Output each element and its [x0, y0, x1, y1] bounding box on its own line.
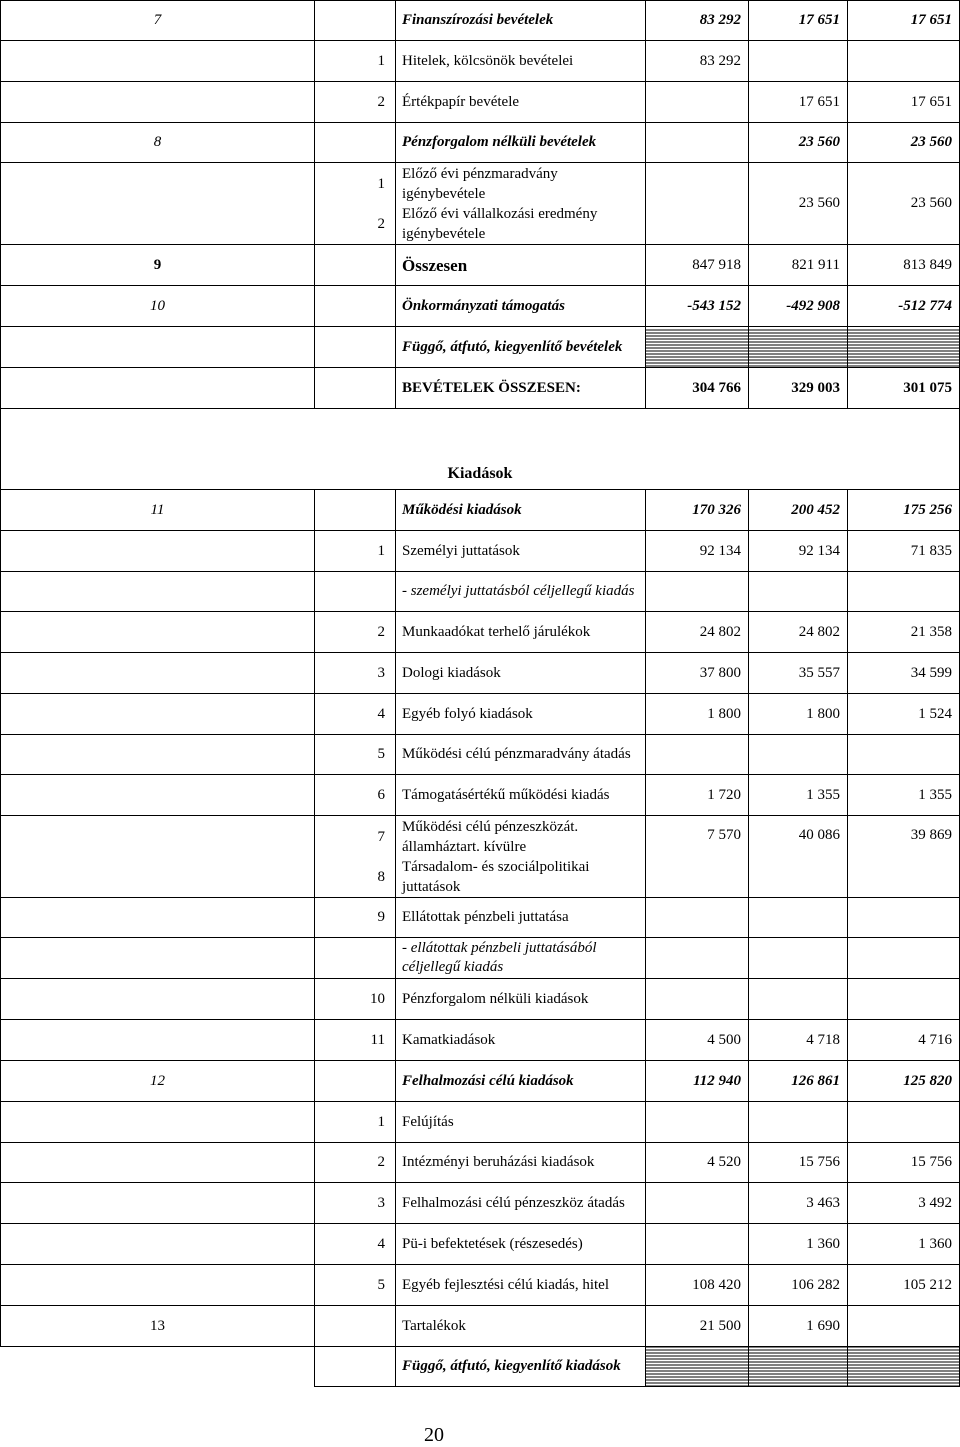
value-col-3: [848, 938, 960, 979]
row-sub-number: 4: [315, 1224, 396, 1265]
table-row: [1, 41, 960, 82]
value-col-1: 83 292: [646, 41, 749, 82]
table-row: [1, 1183, 960, 1224]
row-sub-number: 11: [315, 1020, 396, 1061]
value-col-3: 3 492: [848, 1183, 960, 1224]
value-col-2: 1 360: [749, 1224, 848, 1265]
value-col-3: 23 560: [848, 163, 960, 245]
value-col-2: 23 560: [749, 163, 848, 245]
row-main-number: 9: [1, 245, 315, 286]
row-label: Előző évi pénzmaradvány igénybevétele Előző évi vállalkozási eredmény igénybevétele: [396, 163, 646, 245]
row-sub-number: [315, 245, 396, 286]
table-row: [1, 490, 960, 531]
row-label: Működési célú pénzmaradvány átadás: [396, 735, 646, 775]
row-label: Hitelek, kölcsönök bevételei: [396, 41, 646, 82]
table-row: [1, 450, 960, 490]
value-col-2: [749, 572, 848, 612]
row-sub-number: [315, 1, 396, 41]
value-col-2: 17 651: [749, 1, 848, 41]
row-main-number: [1, 368, 315, 409]
row-sub-number: 9: [315, 898, 396, 938]
value-col-2: 17 651: [749, 82, 848, 123]
table-row: [1, 409, 960, 450]
row-main-number: [1, 1020, 315, 1061]
row-sub-number: 4: [315, 694, 396, 735]
row-label: Kamatkiadások: [396, 1020, 646, 1061]
value-col-1: [646, 123, 749, 163]
row-main-number: [1, 531, 315, 572]
value-col-2: 106 282: [749, 1265, 848, 1306]
value-col-3: 1 360: [848, 1224, 960, 1265]
row-sub-number: 7 8: [315, 816, 396, 898]
row-label: - személyi juttatásból céljellegű kiadás: [396, 572, 646, 612]
row-main-number: [1, 775, 315, 816]
row-sub-number: 3: [315, 653, 396, 694]
row-sub-number: 1 2: [315, 163, 396, 245]
value-col-2: [749, 898, 848, 938]
row-main-number: [1, 898, 315, 938]
table-row: [1, 1020, 960, 1061]
row-label: Pénzforgalom nélküli kiadások: [396, 979, 646, 1020]
value-col-2: [749, 1347, 848, 1387]
value-col-2: 35 557: [749, 653, 848, 694]
row-sub-number: [315, 327, 396, 368]
value-col-3: 17 651: [848, 82, 960, 123]
blank-row-cell: [1, 409, 960, 450]
value-col-2: 23 560: [749, 123, 848, 163]
row-label: Összesen: [396, 245, 646, 286]
value-col-3: 71 835: [848, 531, 960, 572]
row-sub-number: [315, 123, 396, 163]
row-main-number: 12: [1, 1061, 315, 1102]
value-col-2: 329 003: [749, 368, 848, 409]
table-row: [1, 1143, 960, 1183]
value-col-1: 1 800: [646, 694, 749, 735]
row-label: Pénzforgalom nélküli bevételek: [396, 123, 646, 163]
value-col-1: 24 802: [646, 612, 749, 653]
row-main-number: [1, 1347, 315, 1387]
value-col-1: [646, 82, 749, 123]
value-col-2: 24 802: [749, 612, 848, 653]
table-row: [1, 245, 960, 286]
table-row: [1, 938, 960, 979]
row-sub-number: 1: [315, 41, 396, 82]
row-sub-number: 2: [315, 612, 396, 653]
row-label: Működési célú pénzeszközát. államháztart. kívülre Társadalom- és szociálpolitikai juttatások: [396, 816, 646, 898]
table-row: [1, 653, 960, 694]
table-row: [1, 327, 960, 368]
table-row: [1, 735, 960, 775]
value-col-2: 92 134: [749, 531, 848, 572]
value-col-2: 40 086: [749, 816, 848, 898]
table-row: [1, 775, 960, 816]
row-sub-number: [315, 490, 396, 531]
value-col-1: [646, 938, 749, 979]
value-col-1: 108 420: [646, 1265, 749, 1306]
table-row: [1, 82, 960, 123]
value-col-2: 4 718: [749, 1020, 848, 1061]
value-col-3: [848, 572, 960, 612]
row-sub-number: [315, 368, 396, 409]
row-main-number: [1, 735, 315, 775]
row-label: Értékpapír bevétele: [396, 82, 646, 123]
value-col-3: 4 716: [848, 1020, 960, 1061]
row-sub-number: 2: [315, 82, 396, 123]
value-col-2: [749, 1102, 848, 1143]
value-col-1: 7 570: [646, 816, 749, 898]
page-number: 20: [424, 1424, 444, 1446]
row-main-number: [1, 1143, 315, 1183]
row-main-number: [1, 1265, 315, 1306]
table-row: [1, 694, 960, 735]
value-col-1: 112 940: [646, 1061, 749, 1102]
row-sub-number: [315, 572, 396, 612]
row-main-number: [1, 1183, 315, 1224]
value-col-1: 83 292: [646, 1, 749, 41]
value-col-3: 813 849: [848, 245, 960, 286]
row-label: Függő, átfutó, kiegyenlítő bevételek: [396, 327, 646, 368]
value-col-2: [749, 327, 848, 368]
value-col-2: [749, 979, 848, 1020]
value-col-3: 21 358: [848, 612, 960, 653]
row-main-number: [1, 816, 315, 898]
value-col-3: 1 524: [848, 694, 960, 735]
table-row: [1, 1, 960, 41]
value-col-1: [646, 572, 749, 612]
value-col-3: [848, 1347, 960, 1387]
budget-table-body: [1, 1, 960, 1387]
row-sub-number: [315, 286, 396, 327]
row-label: Felújítás: [396, 1102, 646, 1143]
row-sub-number: 5: [315, 735, 396, 775]
table-row: [1, 1061, 960, 1102]
row-label: Egyéb folyó kiadások: [396, 694, 646, 735]
value-col-1: -543 152: [646, 286, 749, 327]
value-col-3: [848, 41, 960, 82]
value-col-1: [646, 979, 749, 1020]
value-col-2: 15 756: [749, 1143, 848, 1183]
value-col-3: 17 651: [848, 1, 960, 41]
value-col-1: 21 500: [646, 1306, 749, 1347]
row-main-number: [1, 653, 315, 694]
row-main-number: [1, 1102, 315, 1143]
row-label: Dologi kiadások: [396, 653, 646, 694]
table-row: [1, 816, 960, 898]
row-label: Működési kiadások: [396, 490, 646, 531]
value-col-3: 1 355: [848, 775, 960, 816]
row-sub-number: 5: [315, 1265, 396, 1306]
value-col-3: [848, 1102, 960, 1143]
row-main-number: [1, 1224, 315, 1265]
value-col-1: 170 326: [646, 490, 749, 531]
table-row: [1, 531, 960, 572]
row-label: Felhalmozási célú pénzeszköz átadás: [396, 1183, 646, 1224]
value-col-1: 304 766: [646, 368, 749, 409]
row-main-number: [1, 694, 315, 735]
value-col-1: [646, 1183, 749, 1224]
value-col-3: 105 212: [848, 1265, 960, 1306]
table-row: [1, 163, 960, 245]
row-main-number: [1, 82, 315, 123]
value-col-1: [646, 1102, 749, 1143]
table-row: [1, 1347, 960, 1387]
table-row: [1, 1224, 960, 1265]
value-col-1: 1 720: [646, 775, 749, 816]
row-label: Felhalmozási célú kiadások: [396, 1061, 646, 1102]
row-label: Függő, átfutó, kiegyenlítő kiadások: [396, 1347, 646, 1387]
value-col-1: [646, 163, 749, 245]
value-col-3: [848, 979, 960, 1020]
table-row: [1, 1306, 960, 1347]
table-row: [1, 1102, 960, 1143]
value-col-1: 847 918: [646, 245, 749, 286]
row-label: BEVÉTELEK ÖSSZESEN:: [396, 368, 646, 409]
row-label: Pü-i befektetések (részesedés): [396, 1224, 646, 1265]
value-col-1: [646, 1347, 749, 1387]
row-main-number: [1, 979, 315, 1020]
value-col-2: 1 355: [749, 775, 848, 816]
value-col-1: [646, 735, 749, 775]
row-label: Egyéb fejlesztési célú kiadás, hitel: [396, 1265, 646, 1306]
table-row: [1, 979, 960, 1020]
value-col-2: 1 690: [749, 1306, 848, 1347]
row-sub-number: 10: [315, 979, 396, 1020]
table-row: [1, 368, 960, 409]
value-col-1: [646, 327, 749, 368]
value-col-1: [646, 1224, 749, 1265]
table-row: [1, 572, 960, 612]
row-sub-number: 6: [315, 775, 396, 816]
row-label: Önkormányzati támogatás: [396, 286, 646, 327]
row-main-number: 10: [1, 286, 315, 327]
row-label: Személyi juttatások: [396, 531, 646, 572]
value-col-3: 39 869: [848, 816, 960, 898]
value-col-1: [646, 898, 749, 938]
table-row: [1, 612, 960, 653]
row-main-number: 8: [1, 123, 315, 163]
value-col-2: 821 911: [749, 245, 848, 286]
row-label: - ellátottak pénzbeli juttatásából céljellegű kiadás: [396, 938, 646, 979]
row-main-number: [1, 327, 315, 368]
value-col-1: 37 800: [646, 653, 749, 694]
value-col-3: [848, 1306, 960, 1347]
row-sub-number: [315, 1306, 396, 1347]
row-label: Ellátottak pénzbeli juttatása: [396, 898, 646, 938]
value-col-2: [749, 735, 848, 775]
value-col-2: 3 463: [749, 1183, 848, 1224]
row-label: Tartalékok: [396, 1306, 646, 1347]
value-col-1: 4 520: [646, 1143, 749, 1183]
table-row: [1, 1265, 960, 1306]
value-col-1: 92 134: [646, 531, 749, 572]
row-label: Munkaadókat terhelő járulékok: [396, 612, 646, 653]
value-col-2: 126 861: [749, 1061, 848, 1102]
row-main-number: [1, 612, 315, 653]
value-col-3: 34 599: [848, 653, 960, 694]
row-sub-number: [315, 1061, 396, 1102]
value-col-2: [749, 41, 848, 82]
row-label: Támogatásértékű működési kiadás: [396, 775, 646, 816]
value-col-3: 125 820: [848, 1061, 960, 1102]
row-label: Finanszírozási bevételek: [396, 1, 646, 41]
row-main-number: 13: [1, 1306, 315, 1347]
row-main-number: [1, 938, 315, 979]
value-col-3: 23 560: [848, 123, 960, 163]
row-sub-number: [315, 1347, 396, 1387]
value-col-3: [848, 898, 960, 938]
row-sub-number: [315, 938, 396, 979]
value-col-2: [749, 938, 848, 979]
value-col-2: -492 908: [749, 286, 848, 327]
value-col-2: 1 800: [749, 694, 848, 735]
row-main-number: 11: [1, 490, 315, 531]
value-col-3: -512 774: [848, 286, 960, 327]
row-sub-number: 1: [315, 1102, 396, 1143]
value-col-2: 200 452: [749, 490, 848, 531]
row-sub-number: 1: [315, 531, 396, 572]
row-sub-number: 3: [315, 1183, 396, 1224]
value-col-3: 15 756: [848, 1143, 960, 1183]
row-main-number: 7: [1, 1, 315, 41]
section-heading: Kiadások: [1, 450, 960, 490]
table-row: [1, 898, 960, 938]
row-main-number: [1, 163, 315, 245]
table-row: [1, 123, 960, 163]
value-col-3: 175 256: [848, 490, 960, 531]
value-col-3: 301 075: [848, 368, 960, 409]
value-col-3: [848, 735, 960, 775]
row-sub-number: 2: [315, 1143, 396, 1183]
table-row: [1, 286, 960, 327]
value-col-1: 4 500: [646, 1020, 749, 1061]
row-main-number: [1, 41, 315, 82]
row-main-number: [1, 572, 315, 612]
value-col-3: [848, 327, 960, 368]
row-label: Intézményi beruházási kiadások: [396, 1143, 646, 1183]
